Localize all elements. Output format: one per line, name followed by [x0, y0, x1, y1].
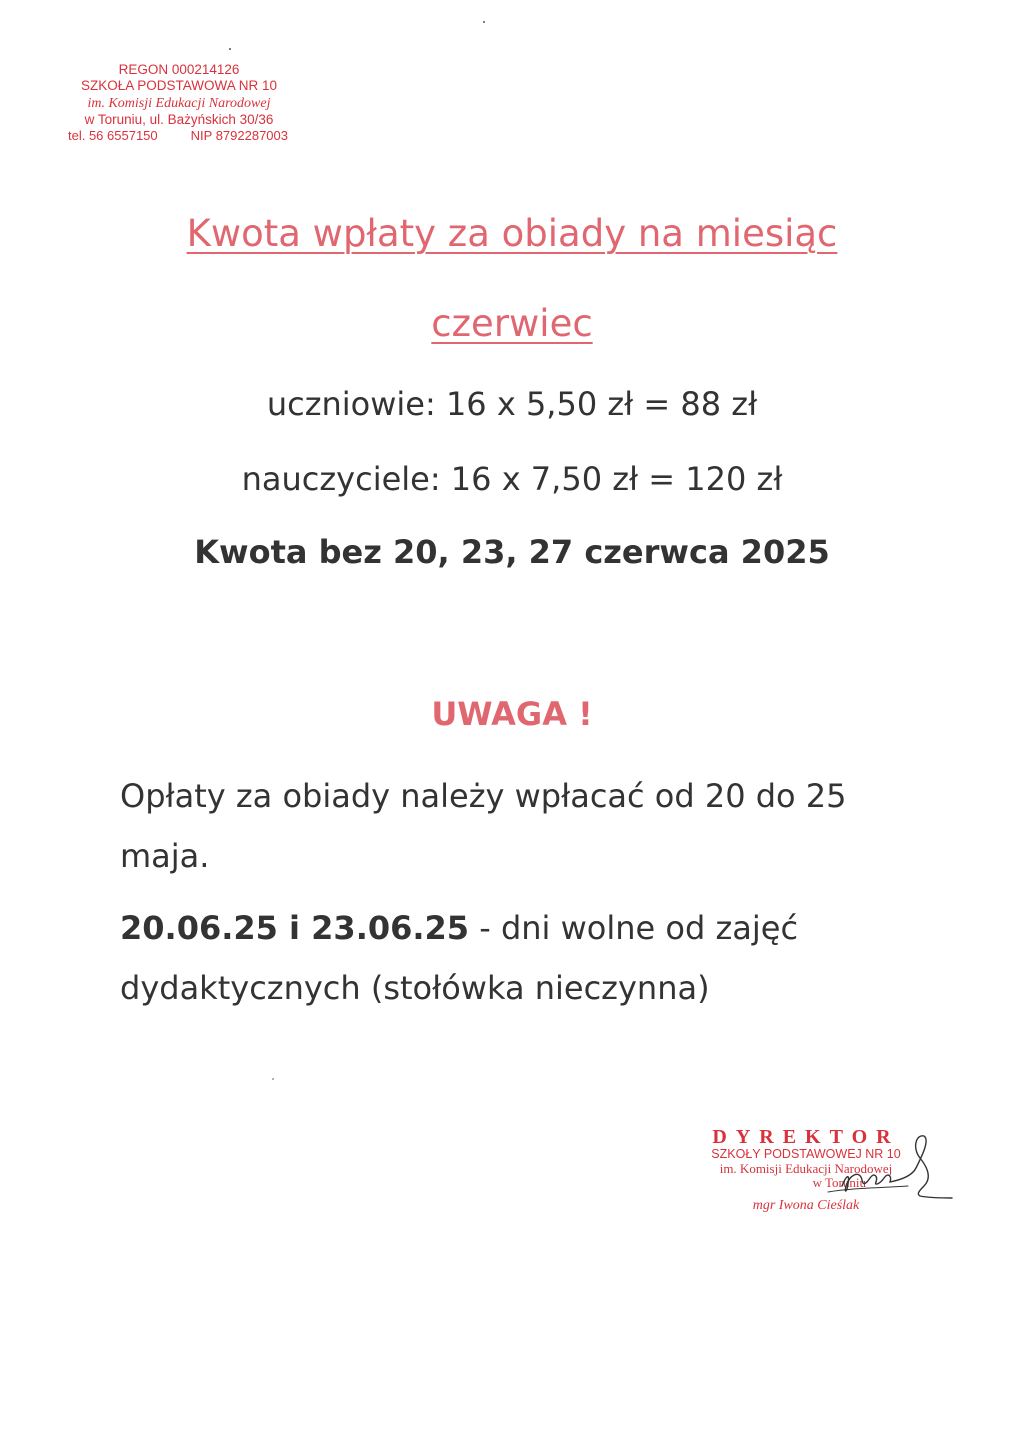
- price-teachers: nauczyciele: 16 x 7,50 zł = 120 zł: [241, 460, 783, 498]
- stamp-contact-row: [64, 128, 294, 144]
- director-name: mgr Iwona Cieślak: [752, 1198, 860, 1214]
- days-off-text: - dni wolne od zajęć dydaktycznych (stołówka nieczynna): [120, 909, 799, 1007]
- scan-speck: [272, 1078, 274, 1080]
- days-off-paragraph: [120, 898, 900, 1018]
- month-text: czerwiec: [431, 302, 593, 345]
- days-off-dates: 20.06.25 i 23.06.25: [120, 909, 470, 947]
- stamp-school-name: SZKOŁA PODSTAWOWA NR 10: [80, 78, 278, 94]
- document-title: [0, 212, 1024, 256]
- school-stamp: [64, 62, 294, 144]
- director-title: DYREKTOR: [712, 1126, 900, 1148]
- warning-heading: UWAGA !: [431, 695, 593, 733]
- stamp-regon: REGON 000214126: [118, 62, 240, 77]
- month-heading: [0, 302, 1024, 345]
- scan-speck: [229, 48, 231, 50]
- handwritten-signature: [820, 1128, 955, 1208]
- title-text: Kwota wpłaty za obiady na miesiąc: [186, 212, 838, 255]
- scan-speck: [483, 21, 485, 23]
- stamp-patron: im. Komisji Edukacji Narodowej: [87, 95, 271, 111]
- stamp-tel: tel. 56 6557150: [68, 128, 158, 144]
- director-patron: im. Komisji Edukacji Narodowej: [719, 1160, 893, 1176]
- payment-info-paragraph: Opłaty za obiady należy wpłacać od 20 do 25 maja.: [120, 777, 847, 875]
- stamp-address: w Toruniu, ul. Bażyńskich 30/36: [84, 112, 274, 128]
- price-students: uczniowie: 16 x 5,50 zł = 88 zł: [266, 385, 758, 423]
- director-school: SZKOŁY PODSTAWOWEJ NR 10: [711, 1147, 901, 1161]
- stamp-nip: NIP 8792287003: [190, 128, 288, 144]
- excluded-dates-note: Kwota bez 20, 23, 27 czerwca 2025: [194, 533, 830, 571]
- director-city: w Toruniu: [812, 1175, 866, 1191]
